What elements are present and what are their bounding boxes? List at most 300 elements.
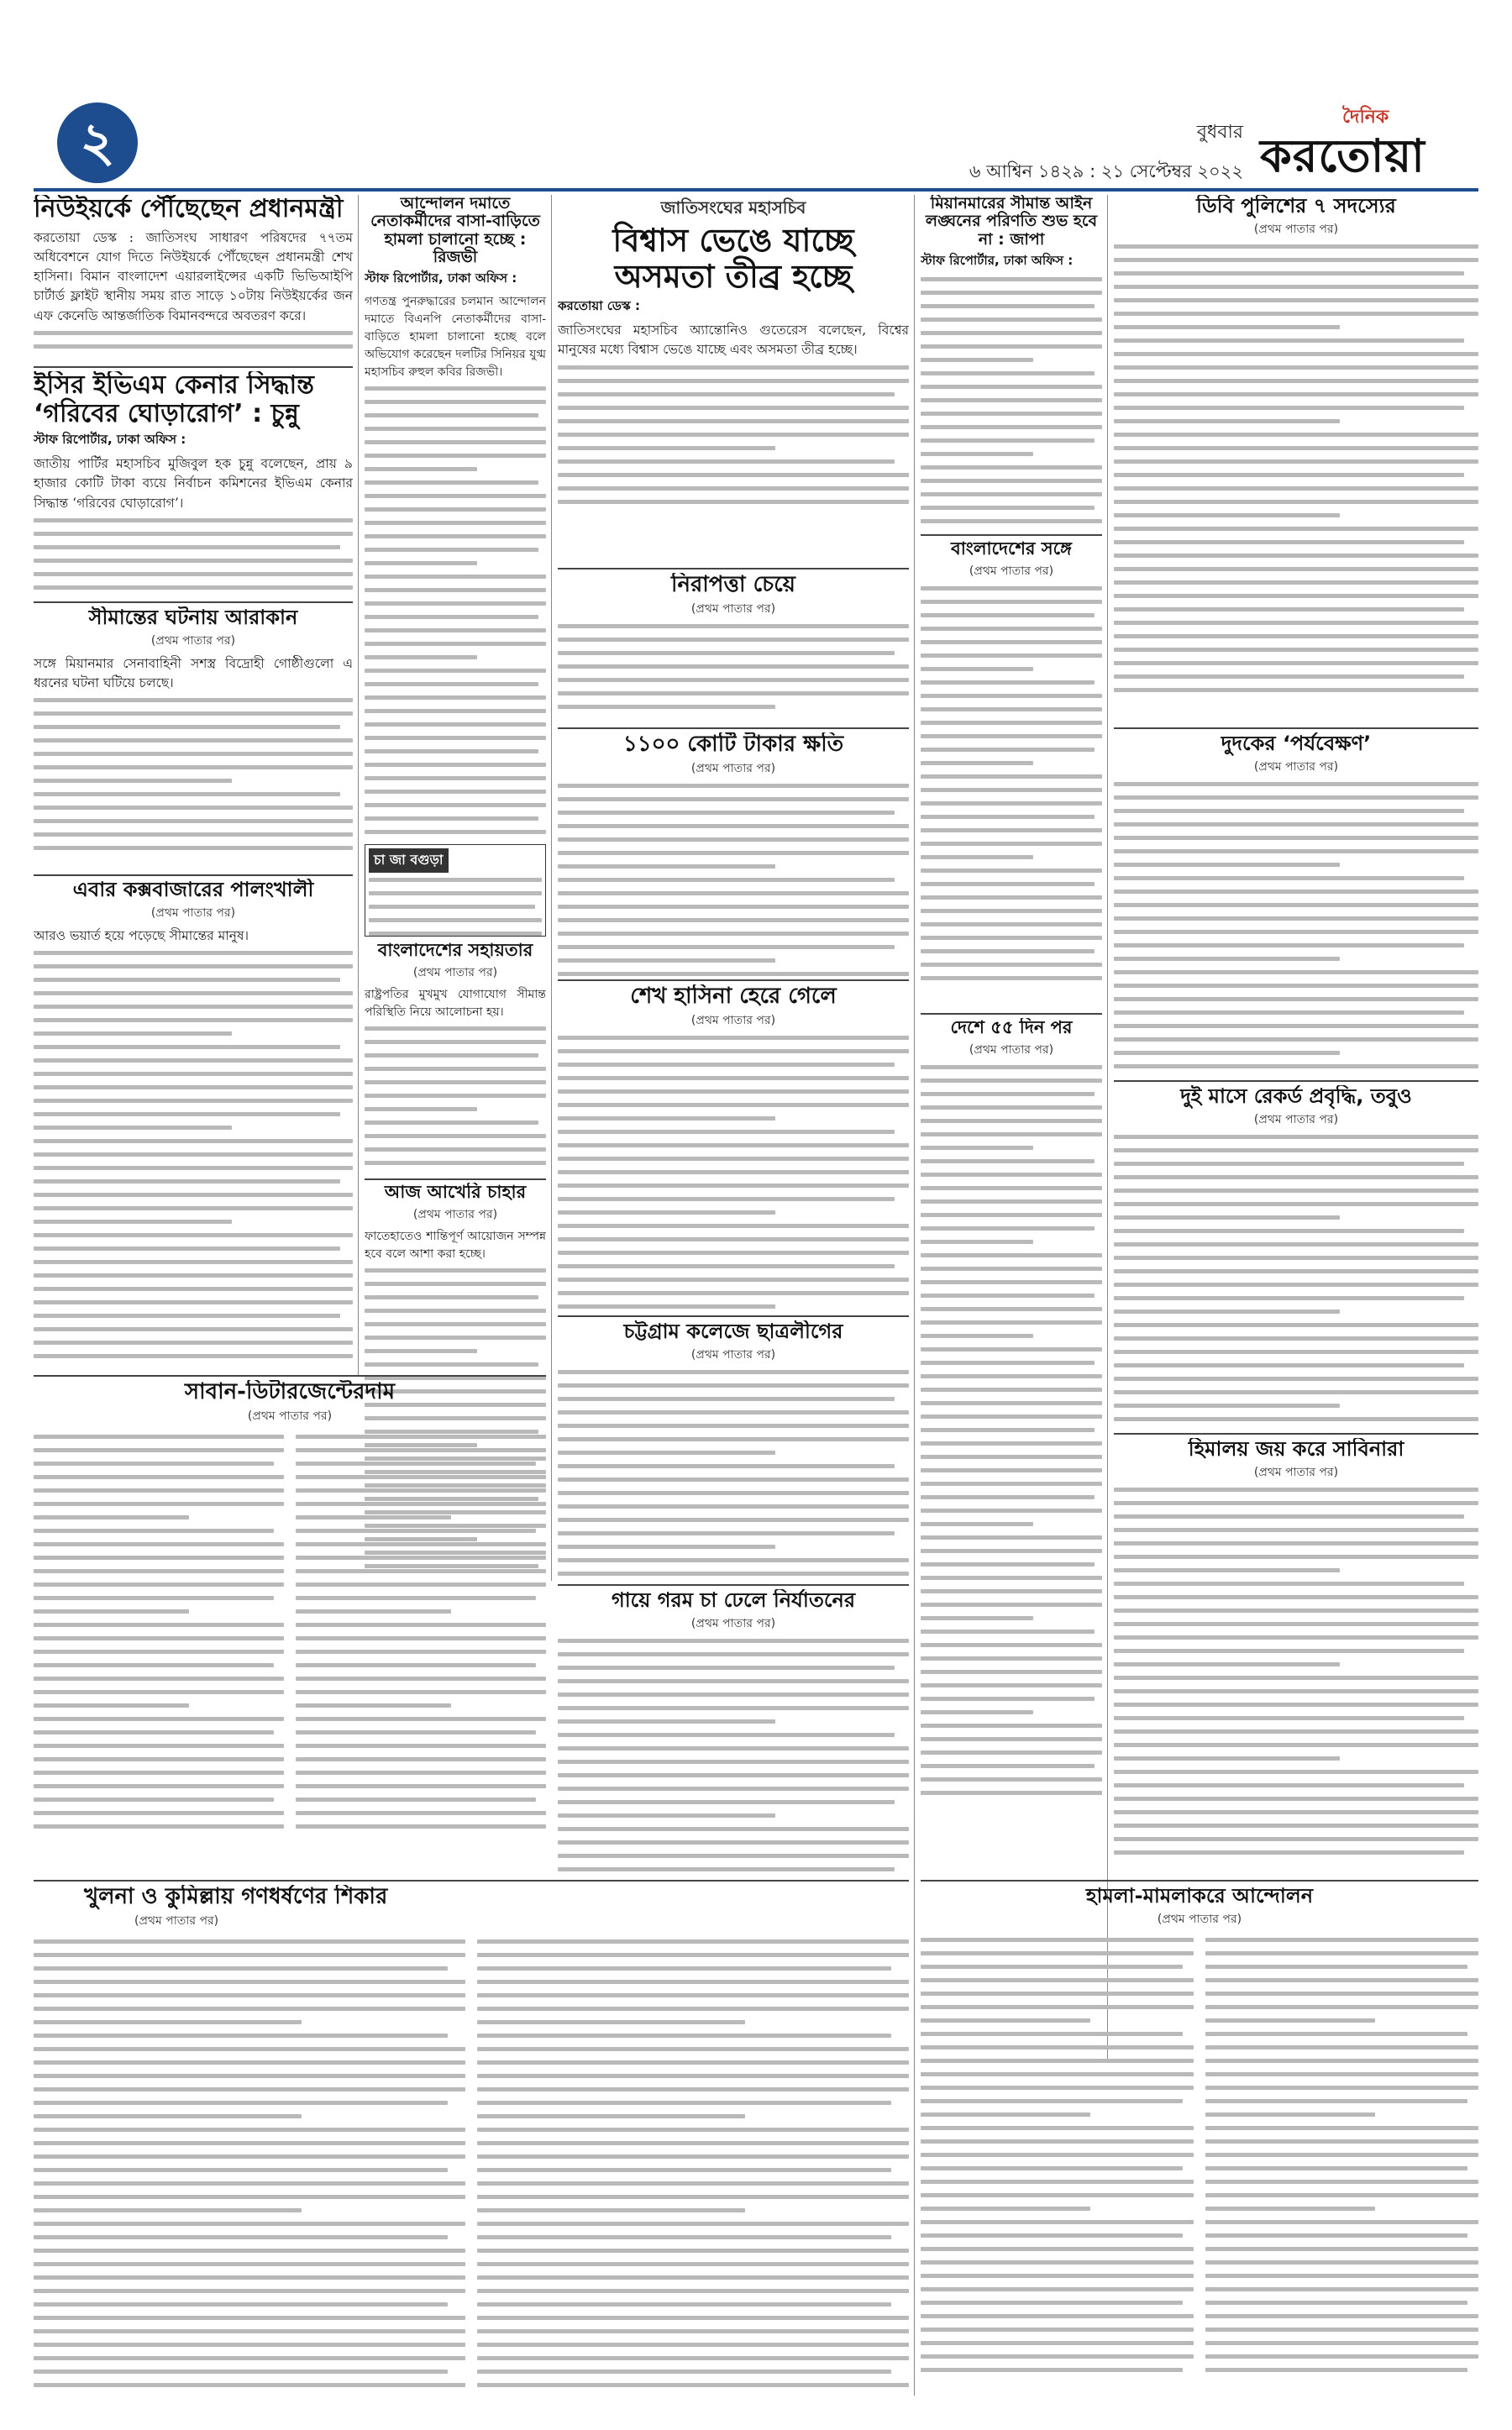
text-line-placeholder [365, 534, 546, 538]
text-line-placeholder [1114, 1676, 1478, 1680]
text-line-placeholder [921, 963, 1102, 967]
article-loss [558, 732, 909, 976]
text-line-placeholder [558, 1854, 909, 1858]
text-line-placeholder [921, 1630, 1095, 1634]
text-line-placeholder [296, 1462, 536, 1466]
text-line-placeholder [1114, 890, 1478, 894]
text-line-placeholder [1114, 459, 1478, 464]
text-line-placeholder [1114, 1417, 1478, 1421]
text-line-placeholder [921, 640, 1102, 644]
text-line-placeholder [1114, 916, 1478, 921]
text-line-placeholder [558, 1827, 909, 1831]
text-line-placeholder [1205, 2260, 1478, 2265]
headline: দুই মাসে রেকর্ড প্রবৃদ্ধি, তবুও [1180, 1085, 1412, 1108]
article-khulna-cumilla [34, 1885, 909, 2397]
text-line-placeholder [558, 1491, 909, 1495]
text-line-placeholder [1114, 298, 1478, 302]
text-line-placeholder [558, 1076, 909, 1080]
text-line-placeholder [365, 628, 546, 632]
text-line-placeholder [34, 1582, 284, 1587]
headline: বিশ্বাস ভেঙে যাচ্ছে [612, 222, 854, 259]
text-line-placeholder [34, 1273, 353, 1278]
text-line-placeholder [477, 2275, 909, 2280]
text-line-placeholder [369, 878, 542, 882]
text-line-placeholder [1205, 2126, 1478, 2130]
text-line-placeholder [921, 1455, 1102, 1459]
advert-tag: চা জা বগুড়া [369, 848, 449, 873]
text-line-placeholder [296, 1730, 536, 1735]
text-line-placeholder [921, 1119, 1102, 1123]
text-line-placeholder [558, 1504, 909, 1509]
article-rule [34, 1880, 909, 1882]
text-line-placeholder [34, 698, 353, 702]
article-body [34, 1435, 284, 1838]
text-line-placeholder [558, 1304, 775, 1309]
text-line-placeholder [1114, 446, 1478, 450]
text-line-placeholder [1205, 2166, 1467, 2170]
text-line-placeholder [365, 615, 538, 619]
text-line-placeholder [34, 806, 353, 810]
article-rule [558, 727, 909, 729]
text-line-placeholder [34, 1596, 274, 1600]
text-line-placeholder [558, 864, 775, 869]
byline: করতোয়া ডেস্ক : [558, 298, 640, 314]
headline: চট্টগ্রাম কলেজে ছাত্রলীগের [623, 1320, 843, 1343]
text-line-placeholder [34, 1609, 189, 1614]
text-line-placeholder [921, 2139, 1194, 2144]
text-line-placeholder [921, 842, 1102, 846]
article-body [477, 1939, 909, 2396]
text-line-placeholder [1114, 1783, 1464, 1787]
text-line-placeholder [1205, 2018, 1375, 2023]
text-line-placeholder [34, 1744, 284, 1748]
article-rule [34, 366, 353, 368]
text-line-placeholder [921, 1280, 1102, 1284]
text-line-placeholder [34, 1939, 465, 1944]
text-line-placeholder [1114, 419, 1340, 423]
text-line-placeholder [558, 851, 909, 855]
text-line-placeholder [1114, 607, 1464, 611]
text-line-placeholder [369, 932, 542, 936]
text-line-placeholder [34, 344, 353, 349]
text-line-placeholder [921, 1065, 1102, 1069]
text-line-placeholder [477, 2168, 891, 2172]
text-line-placeholder [558, 1184, 909, 1188]
masthead-date: ৬ আশ্বিন ১৪২৯ : ২১ সেপ্টেম্বর ২০২২ [969, 161, 1243, 181]
text-line-placeholder [1114, 943, 1464, 947]
text-line-placeholder [1114, 1064, 1478, 1068]
text-line-placeholder [921, 2059, 1194, 2063]
article-rule [365, 1178, 546, 1180]
text-line-placeholder [558, 651, 895, 655]
headline: দেশে ৫৫ দিন পর [950, 1018, 1073, 1037]
text-line-placeholder [921, 2301, 1183, 2305]
text-line-placeholder [921, 318, 1102, 322]
text-line-placeholder [1114, 1135, 1478, 1139]
text-line-placeholder [477, 2235, 891, 2239]
article-body [921, 586, 1102, 980]
headline: আন্দোলন দমাতে নেতাকর্মীদের বাসা-বাড়িতে হামলা চালানো হচ্ছে : রিজভী [370, 195, 540, 266]
text-line-placeholder [34, 765, 353, 769]
column-divider [1107, 195, 1108, 2060]
text-line-placeholder [558, 392, 895, 396]
text-line-placeholder [365, 1053, 538, 1058]
text-line-placeholder [1114, 1256, 1478, 1260]
text-line-placeholder [921, 1294, 1095, 1298]
text-line-placeholder [921, 398, 1102, 402]
text-line-placeholder [365, 1107, 477, 1111]
text-line-placeholder [558, 878, 895, 882]
text-line-placeholder [921, 304, 1095, 308]
text-line-placeholder [1114, 674, 1464, 679]
text-line-placeholder [558, 1679, 909, 1683]
text-line-placeholder [34, 1475, 284, 1479]
headline: সাবান-ডিটারজেন্টেরদাম [184, 1380, 396, 1404]
article-body [369, 878, 542, 936]
text-line-placeholder [1114, 244, 1478, 249]
article-body [558, 365, 909, 504]
headline: আজ আখেরি চাহার [384, 1183, 527, 1202]
article-body [1114, 782, 1478, 1068]
text-line-placeholder [1114, 365, 1478, 370]
text-line-placeholder [1114, 1296, 1464, 1300]
text-line-placeholder [477, 2195, 909, 2199]
text-line-placeholder [1205, 2153, 1478, 2157]
text-line-placeholder [1114, 1488, 1478, 1492]
article-lead: আরও ভয়ার্ত হয়ে পড়েছে সীমান্তের মানুষ। [34, 927, 249, 943]
article-body [558, 1370, 909, 1576]
continued-label: (প্রথম পাতার পর) [690, 602, 776, 617]
text-line-placeholder [921, 1710, 1033, 1714]
continued-label: (প্রথম পাতার পর) [1253, 222, 1339, 236]
text-line-placeholder [921, 1441, 1102, 1446]
text-line-placeholder [477, 1939, 909, 1944]
headline: দুদকের ‘পর্যবেক্ষণ’ [1221, 732, 1372, 755]
text-line-placeholder [34, 951, 353, 955]
text-line-placeholder [34, 1112, 340, 1116]
text-line-placeholder [365, 1067, 546, 1071]
text-line-placeholder [558, 705, 775, 709]
column-divider [551, 195, 552, 1581]
text-line-placeholder [921, 438, 1095, 443]
text-line-placeholder [1114, 1350, 1478, 1354]
text-line-placeholder [296, 1811, 546, 1815]
text-line-placeholder [34, 1099, 353, 1103]
text-line-placeholder [921, 2045, 1194, 2049]
text-line-placeholder [558, 1733, 895, 1737]
text-line-placeholder [365, 722, 546, 727]
text-line-placeholder [1114, 970, 1478, 974]
text-line-placeholder [34, 964, 353, 968]
text-line-placeholder [1114, 271, 1464, 276]
text-line-placeholder [477, 2181, 909, 2186]
text-line-placeholder [921, 2207, 1090, 2211]
text-line-placeholder [558, 1036, 909, 1040]
article-lead: করতোয়া ডেস্ক : জাতিসংঘ সাধারণ পরিষদের ৭৭তম অধিবেশনে যোগ দিতে নিউইয়র্কে পৌঁছেছেন প্রধানমন্ত্রী শেখ হাসিনা। বিমান বাংলাদেশ এয়ারলাইন্সের একটি ভিভিআইপি চার্টার্ড ফ্লাইট স্থানীয় সময় রাত সাড়ে ১০টায় নিউইয়র্কের জন এফ কেনেডি আন্তর্জাতিক বিমানবন্দরে অবতরণ করে। [34, 229, 353, 323]
text-line-placeholder [365, 521, 546, 525]
text-line-placeholder [921, 2368, 1183, 2372]
text-line-placeholder [921, 1105, 1102, 1110]
text-line-placeholder [1114, 486, 1478, 491]
text-line-placeholder [558, 1477, 909, 1482]
text-line-placeholder [296, 1717, 546, 1721]
text-line-placeholder [921, 936, 1102, 940]
text-line-placeholder [365, 736, 546, 740]
continued-label: (প্রথম পাতার পর) [1253, 759, 1339, 774]
text-line-placeholder [477, 2128, 909, 2132]
logo-small-text: দৈনিক [1342, 107, 1389, 128]
text-line-placeholder [477, 2370, 891, 2374]
text-line-placeholder [365, 749, 538, 753]
text-line-placeholder [365, 601, 546, 606]
text-line-placeholder [921, 1347, 1102, 1351]
text-line-placeholder [369, 891, 542, 895]
text-line-placeholder [921, 855, 1033, 859]
article-sabina-himalaya [1114, 1438, 1478, 1875]
article-body [34, 331, 353, 349]
text-line-placeholder [365, 682, 538, 686]
headline: এবার কক্সবাজারের পালংখালী [72, 879, 314, 901]
continued-label: (প্রথম পাতার পর) [969, 1042, 1054, 1057]
article-lead: রাষ্ট্রপতির মুখমুখ যোগাযোগ সীমান্ত পরিস্থিতি নিয়ে আলোচনা হয়। [365, 987, 546, 1019]
text-line-placeholder [921, 1603, 1102, 1607]
text-line-placeholder [1114, 1622, 1478, 1626]
text-line-placeholder [921, 425, 1102, 429]
text-line-placeholder [558, 1800, 895, 1804]
text-line-placeholder [921, 1750, 1102, 1755]
text-line-placeholder [558, 678, 909, 682]
text-line-placeholder [34, 1287, 353, 1291]
text-line-placeholder [921, 1213, 1102, 1217]
text-line-placeholder [1114, 1404, 1340, 1408]
text-line-placeholder [921, 1199, 1102, 1204]
text-line-placeholder [477, 2087, 909, 2091]
text-line-placeholder [296, 1596, 536, 1600]
text-line-placeholder [1205, 2059, 1478, 2063]
text-line-placeholder [34, 1811, 284, 1815]
text-line-placeholder [921, 1697, 1095, 1701]
text-line-placeholder [1114, 1635, 1478, 1640]
text-line-placeholder [477, 1953, 909, 1957]
masthead-day: বুধবার [1196, 122, 1243, 143]
text-line-placeholder [558, 1813, 775, 1818]
text-line-placeholder [921, 1576, 1102, 1580]
article-body [365, 1026, 546, 1165]
text-line-placeholder [34, 819, 353, 823]
text-line-placeholder [558, 784, 909, 788]
article-rule [1114, 727, 1478, 729]
text-line-placeholder [921, 2328, 1194, 2332]
text-line-placeholder [558, 1157, 909, 1161]
text-line-placeholder [1114, 876, 1464, 880]
text-line-placeholder [1114, 1051, 1340, 1055]
text-line-placeholder [1114, 1703, 1478, 1707]
text-line-placeholder [34, 1623, 284, 1627]
text-line-placeholder [34, 711, 353, 716]
text-line-placeholder [921, 1146, 1033, 1150]
text-line-placeholder [921, 506, 1095, 510]
text-line-placeholder [34, 978, 340, 982]
text-line-placeholder [921, 371, 1095, 375]
article-rule [34, 601, 353, 603]
text-line-placeholder [921, 1320, 1102, 1325]
article-security [558, 573, 909, 724]
text-line-placeholder [34, 1260, 353, 1264]
text-line-placeholder [34, 1005, 353, 1009]
text-line-placeholder [34, 1462, 274, 1466]
text-line-placeholder [1114, 1037, 1478, 1042]
text-line-placeholder [921, 1414, 1102, 1419]
text-line-placeholder [921, 586, 1102, 590]
headline: ডিবি পুলিশের ৭ সদস্যের [1196, 195, 1396, 218]
continued-label: (প্রথম পাতার পর) [969, 564, 1054, 578]
text-line-placeholder [921, 1670, 1102, 1674]
continued-label: (প্রথম পাতার পর) [150, 633, 236, 648]
text-line-placeholder [558, 1170, 909, 1174]
text-line-placeholder [558, 797, 909, 801]
article-support [365, 941, 546, 1176]
page-number-badge: ২ [57, 102, 138, 183]
text-line-placeholder [1114, 688, 1478, 692]
text-line-placeholder [558, 638, 909, 642]
text-line-placeholder [477, 2034, 891, 2038]
text-line-placeholder [921, 2233, 1183, 2238]
text-line-placeholder [296, 1542, 546, 1546]
text-line-placeholder [921, 734, 1102, 738]
headline-line-2: অসমতা তীব্র হচ্ছে [614, 257, 853, 295]
text-line-placeholder [1114, 1729, 1478, 1734]
article-body [1205, 1938, 1478, 2381]
text-line-placeholder [558, 1237, 909, 1241]
text-line-placeholder [921, 815, 1095, 819]
text-line-placeholder [365, 1362, 538, 1367]
text-line-placeholder [921, 748, 1095, 752]
article-body [365, 386, 546, 842]
text-line-placeholder [1205, 2354, 1478, 2359]
text-line-placeholder [477, 2060, 909, 2065]
text-line-placeholder [558, 1760, 909, 1764]
headline: খুলনা ও কুমিল্লায় গণধর্ষণের শিকার [84, 1885, 388, 1909]
headline: ১১০০ কোটি টাকার ক্ষতি [622, 732, 844, 757]
article-rule [921, 1880, 1478, 1882]
text-line-placeholder [1114, 406, 1464, 410]
text-line-placeholder [1205, 2099, 1467, 2103]
text-line-placeholder [558, 1518, 909, 1522]
text-line-placeholder [921, 1361, 1095, 1365]
text-line-placeholder [296, 1771, 546, 1775]
text-line-placeholder [1114, 1582, 1464, 1586]
text-line-placeholder [477, 2262, 909, 2266]
article-soap-price [34, 1380, 546, 1876]
text-line-placeholder [365, 575, 546, 579]
text-line-placeholder [1205, 2086, 1478, 2090]
text-line-placeholder [921, 1965, 1183, 1969]
text-line-placeholder [558, 1291, 909, 1295]
text-line-placeholder [1114, 1309, 1340, 1314]
text-line-placeholder [296, 1475, 546, 1479]
continued-label: (প্রথম পাতার পর) [412, 1207, 498, 1221]
text-line-placeholder [558, 1224, 909, 1228]
headline: গায়ে গরম চা ঢেলে নির্যাতনের [611, 1589, 856, 1612]
text-line-placeholder [34, 1488, 284, 1493]
text-line-placeholder [34, 1246, 340, 1251]
text-line-placeholder [365, 561, 477, 565]
headline: হিমালয় জয় করে সাবিনারা [1188, 1438, 1404, 1461]
text-line-placeholder [477, 2302, 891, 2307]
text-line-placeholder [1114, 527, 1478, 531]
text-line-placeholder [1205, 2207, 1375, 2211]
text-line-placeholder [921, 1240, 1033, 1244]
text-line-placeholder [477, 2316, 909, 2320]
text-line-placeholder [1114, 1501, 1478, 1505]
text-line-placeholder [34, 1757, 284, 1761]
text-line-placeholder [34, 2343, 465, 2347]
text-line-placeholder [1114, 500, 1478, 504]
text-line-placeholder [1114, 433, 1478, 437]
text-line-placeholder [1114, 352, 1478, 356]
text-line-placeholder [1114, 1649, 1464, 1653]
text-line-placeholder [1205, 1978, 1478, 1982]
article-rule [921, 1013, 1102, 1015]
text-line-placeholder [369, 905, 535, 909]
text-line-placeholder [477, 2154, 909, 2159]
text-line-placeholder [921, 1643, 1102, 1647]
text-line-placeholder [365, 588, 546, 592]
text-line-placeholder [1114, 392, 1478, 396]
text-line-placeholder [1205, 2287, 1478, 2291]
text-line-placeholder [34, 1798, 274, 1802]
text-line-placeholder [1114, 903, 1478, 907]
text-line-placeholder [34, 1980, 465, 1984]
text-line-placeholder [1114, 594, 1478, 598]
text-line-placeholder [34, 2383, 465, 2387]
text-line-placeholder [921, 344, 1102, 349]
text-line-placeholder [921, 2005, 1194, 2009]
text-line-placeholder [34, 779, 232, 783]
headline: বাংলাদেশের সহায়তার [377, 941, 533, 960]
text-line-placeholder [34, 1730, 274, 1735]
text-line-placeholder [558, 419, 909, 423]
text-line-placeholder [296, 1435, 546, 1439]
text-line-placeholder [921, 895, 1102, 900]
text-line-placeholder [921, 1951, 1194, 1955]
text-line-placeholder [921, 1334, 1033, 1338]
article-55-days [921, 1018, 1102, 1875]
text-line-placeholder [1114, 513, 1340, 517]
text-line-placeholder [296, 1502, 546, 1506]
text-line-placeholder [558, 1719, 775, 1724]
text-line-placeholder [34, 2181, 465, 2186]
text-line-placeholder [34, 2289, 465, 2293]
text-line-placeholder [921, 2126, 1194, 2130]
text-line-placeholder [477, 2074, 909, 2078]
headline: মিয়ানমারের সীমান্ত আইন লঙ্ঘনের পরিণতি শুভ হবে না : জাপা [925, 195, 1098, 249]
text-line-placeholder [921, 385, 1102, 389]
text-line-placeholder [921, 1992, 1194, 1996]
text-line-placeholder [921, 1978, 1194, 1982]
text-line-placeholder [558, 1278, 909, 1282]
article-pm-newyork [34, 195, 353, 363]
text-line-placeholder [34, 1784, 284, 1788]
text-line-placeholder [477, 2101, 891, 2105]
text-line-placeholder [477, 2114, 745, 2118]
text-line-placeholder [365, 427, 546, 431]
text-line-placeholder [558, 1370, 909, 1374]
text-line-placeholder [365, 1309, 546, 1313]
text-line-placeholder [1114, 1595, 1478, 1599]
text-line-placeholder [296, 1824, 546, 1829]
text-line-placeholder [34, 1220, 232, 1224]
